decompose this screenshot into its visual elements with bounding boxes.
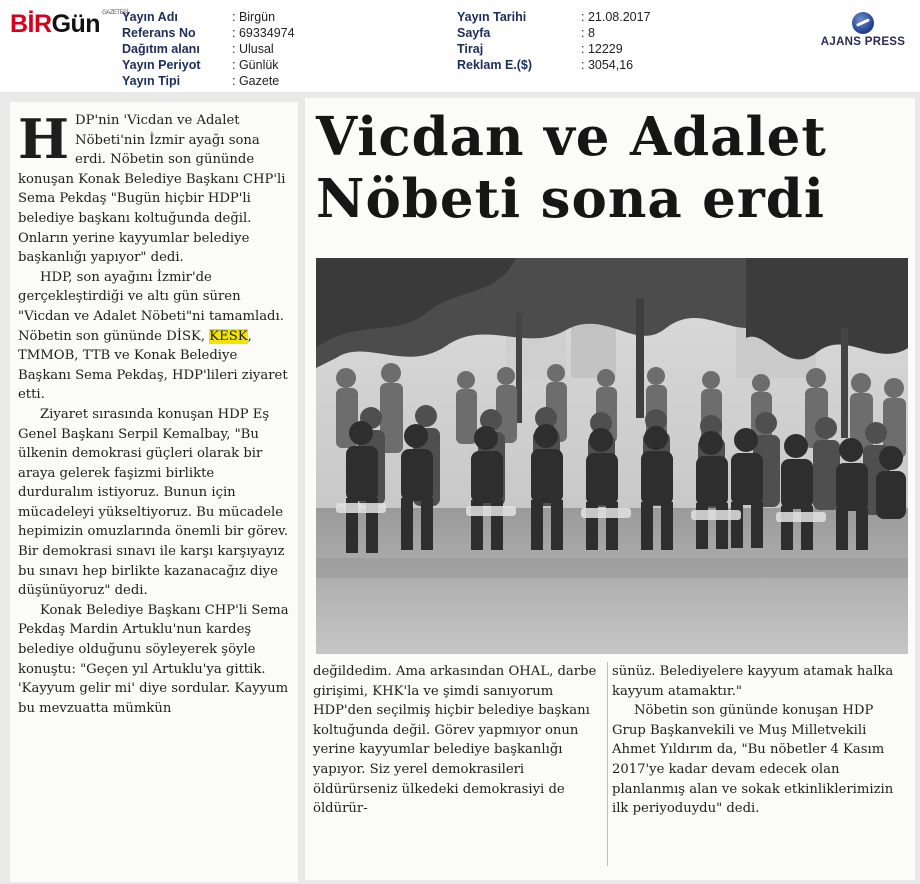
clipping-header [0,0,920,92]
meta-row [122,57,295,73]
paragraph: Nöbetin son gününde konuşan HDP Grup Başkanvekili ve Muş Milletvekili Ahmet Yıldırım da, "Bu nöbetler 4 Kasım 2017'ye kadar devam edecek olan planlanmış alan ve sokak etkinliklerimizin ilk periyoduydu" dedi. [612,703,894,817]
paragraph: Konak Belediye Başkanı CHP'li Sema Pekdaş Mardin Artuklu'nun kardeş belediye olduğunu söyleyerek şöyle konuştu: "Geçen yıl Artuklu'ya gittik. 'Kayyum gelir mi' diye sordular. Kayyum bu mevzuatta mümkün [18,602,289,716]
meta-row [457,57,651,73]
meta-row [122,41,295,57]
meta-row [457,25,651,41]
meta-label: Yayın Periyot [122,58,201,72]
meta-value: : 3054,16 [581,58,634,72]
meta-value: : Birgün [232,10,276,24]
highlighted-word: KESK [209,328,248,344]
logo-tag: GAZETESİ [102,10,128,16]
column-divider [607,662,608,866]
globe-icon [852,12,874,34]
article-column-1 [12,106,295,876]
meta-row [457,9,651,25]
meta-label: Dağıtım alanı [122,42,200,56]
logo-part-2: Gün [51,10,101,38]
meta-row [457,41,651,57]
paragraph-text: , TMMOB, TTB ve Konak Belediye Başkanı Sema Pekdaş, HDP'lileri ziyaret etti. [18,328,288,403]
meta-row [122,9,295,25]
ajans-press-logo [815,12,911,48]
paragraph: Ziyaret sırasında konuşan HDP Eş Genel Başkanı Serpil Kemalbay, "Bu ülkenin demokrasi güçleri olarak bir araya gelerek faşizmi birlikte durduralım istiyoruz. Bunun için mücadeleyi yükseltiyoruz. Bu mücadele hepimizin omuzlarında önemli bir görev. Bir demokrasi sınavı ile karşı karşıyayız bu sınavı hep birlikte kazanacağız diye düşünüyoruz" dedi. [18,406,289,599]
agency-name: AJANS PRESS [820,36,906,48]
paragraph: değildedim. Ama arkasından OHAL, darbe girişimi, KHK'la ve şimdi sanıyorum HDP'den seçilmiş hiçbir belediye başkanı koltuğunda değil. Görev yapmıyor onun yerine kayyumlar belediye başkanlığı yapıyor. Siz yerel demokrasileri öldürürseniz ülkedeki demokrasiyi de öldürür- [313,664,597,817]
meta-label: Tiraj [457,42,484,56]
meta-value: : Günlük [232,58,279,72]
group-photo-illustration [316,258,908,654]
paragraph [18,107,289,268]
headline-line: Vicdan ve Adalet [316,106,827,168]
meta-row [122,25,295,41]
paragraph-text: HDP, son ayağını İzmir'de gerçekleştirdiği ve altı gün süren "Vicdan ve Adalet Nöbeti"ni tamamladı. Nöbetin son gününde DİSK, [18,269,284,344]
article-headline [316,106,908,230]
meta-value: : 21.08.2017 [581,10,651,24]
drop-cap: H [18,107,70,171]
article-column-3 [612,662,908,819]
meta-label: Reklam E.($) [457,58,533,72]
meta-label: Referans No [122,26,196,40]
meta-value: : 12229 [581,42,623,56]
meta-value: : 69334974 [232,26,295,40]
paragraph [18,268,289,405]
logo-part-1: BİR [10,10,52,38]
paragraph: sünüz. Belediyelere kayyum atamak halka kayyum atamaktır." [612,664,894,699]
article-photo [316,258,908,654]
birgun-logo [10,10,128,39]
paragraph-text: DP'nin 'Vicdan ve Adalet Nöbeti'nin İzmir ayağı sona erdi. Nöbetin son gününde konuşan Konak Belediye Başkanı CHP'li Sema Pekdaş "Bugün hiçbir HDP'li belediye başkanı koltuğunda değil. Onların yerine kayyumlar belediye başkanlığı yapıyor" dedi. [18,113,286,266]
meta-value: : 8 [581,26,595,40]
meta-value: : Ulusal [232,42,274,56]
meta-value: : Gazete [232,74,280,88]
meta-label: Yayın Tarihi [457,10,527,24]
meta-label: Yayın Tipi [122,74,181,88]
publication-meta-right [457,9,651,73]
publication-meta-left [122,9,295,89]
meta-label: Sayfa [457,26,491,40]
meta-label: Yayın Adı [122,10,178,24]
headline-line: Nöbeti sona erdi [316,168,825,230]
meta-row [122,73,295,89]
article-column-2 [313,662,603,819]
